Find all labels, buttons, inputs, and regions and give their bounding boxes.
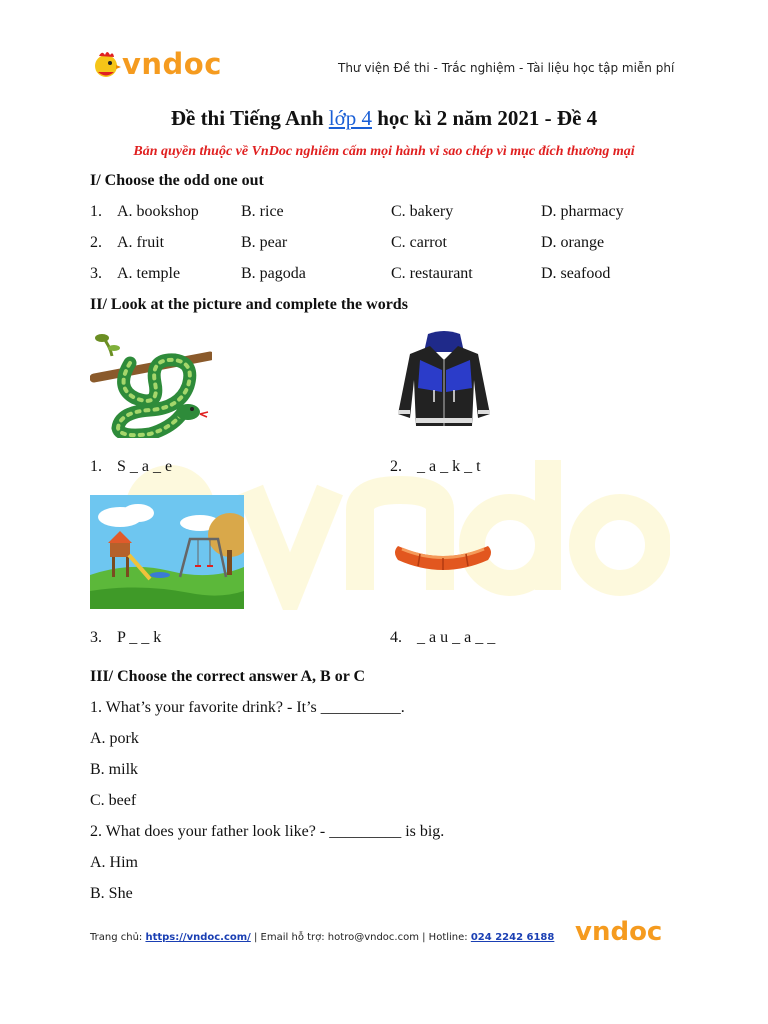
picture-label-row: [90, 458, 690, 480]
question-2-option-a: A. Him: [90, 854, 138, 871]
grade-link[interactable]: lớp 4: [328, 106, 372, 130]
option-d: D. orange: [541, 234, 605, 251]
option-d: D. seafood: [541, 265, 611, 282]
question-number: 1.: [90, 203, 102, 220]
snake-picture: [90, 328, 212, 438]
question-2-option-b: B. She: [90, 885, 133, 902]
jacket-picture: [390, 330, 498, 430]
footer-hotline-link[interactable]: 024 2242 6188: [470, 932, 555, 943]
logo-text: vndoc: [122, 47, 222, 81]
option-b: B. pear: [241, 234, 288, 251]
item-number: 3.: [90, 629, 102, 646]
option-d: D. pharmacy: [541, 203, 624, 220]
question-number: 3.: [90, 265, 102, 282]
question-1-option-b: B. milk: [90, 761, 139, 778]
park-picture: [90, 495, 244, 609]
option-c: C. carrot: [391, 234, 447, 251]
footer-email-label: | Email hỗ trợ: hotro@vndoc.com | Hotline:: [250, 932, 471, 943]
option-b: B. pagoda: [241, 265, 306, 282]
page-title: [0, 106, 768, 131]
part1-heading: I/ Choose the odd one out: [90, 172, 264, 189]
footer-logo: vndoc: [575, 917, 663, 947]
option-c: C. bakery: [391, 203, 454, 220]
rooster-icon: [90, 48, 122, 80]
vndoc-logo[interactable]: [90, 47, 222, 81]
question-row: [90, 265, 690, 287]
question-number: 2.: [90, 234, 102, 251]
question-1: 1. What’s your favorite drink? - It’s __________.: [90, 699, 405, 716]
footer-home-link[interactable]: https://vndoc.com/: [145, 932, 251, 943]
word-blank: S _ a _ e: [117, 458, 173, 475]
question-2: 2. What does your father look like? - _________ is big.: [90, 823, 445, 840]
part2-heading: II/ Look at the picture and complete the words: [90, 296, 408, 313]
word-blank: P _ _ k: [117, 629, 162, 646]
question-row: [90, 203, 690, 225]
option-b: B. rice: [241, 203, 284, 220]
question-1-option-c: C. beef: [90, 792, 137, 809]
word-blank: _ a _ k _ t: [417, 458, 481, 475]
sausage-picture: [390, 522, 496, 582]
item-number: 2.: [390, 458, 402, 475]
word-blank: _ a u _ a _ _: [417, 629, 496, 646]
question-row: [90, 234, 690, 256]
footer-home-label: Trang chủ:: [90, 932, 146, 943]
title-text-after: học kì 2 năm 2021 - Đề 4: [371, 106, 598, 130]
question-1-option-a: A. pork: [90, 730, 139, 747]
item-number: 1.: [90, 458, 102, 475]
option-a: A. fruit: [117, 234, 165, 251]
page-footer: [90, 932, 554, 943]
page-header: [0, 0, 768, 100]
picture-label-row: [90, 629, 690, 651]
header-tagline: Thư viện Đề thi - Trắc nghiệm - Tài liệu học tập miễn phí: [338, 61, 675, 75]
item-number: 4.: [390, 629, 402, 646]
option-a: A. temple: [117, 265, 181, 282]
title-text-before: Đề thi Tiếng Anh: [170, 106, 329, 130]
copyright-notice: Bản quyền thuộc về VnDoc nghiêm cấm mọi hành vi sao chép vì mục đích thương mại: [133, 144, 635, 159]
option-c: C. restaurant: [391, 265, 473, 282]
option-a: A. bookshop: [117, 203, 199, 220]
part3-heading: III/ Choose the correct answer A, B or C: [90, 668, 366, 685]
